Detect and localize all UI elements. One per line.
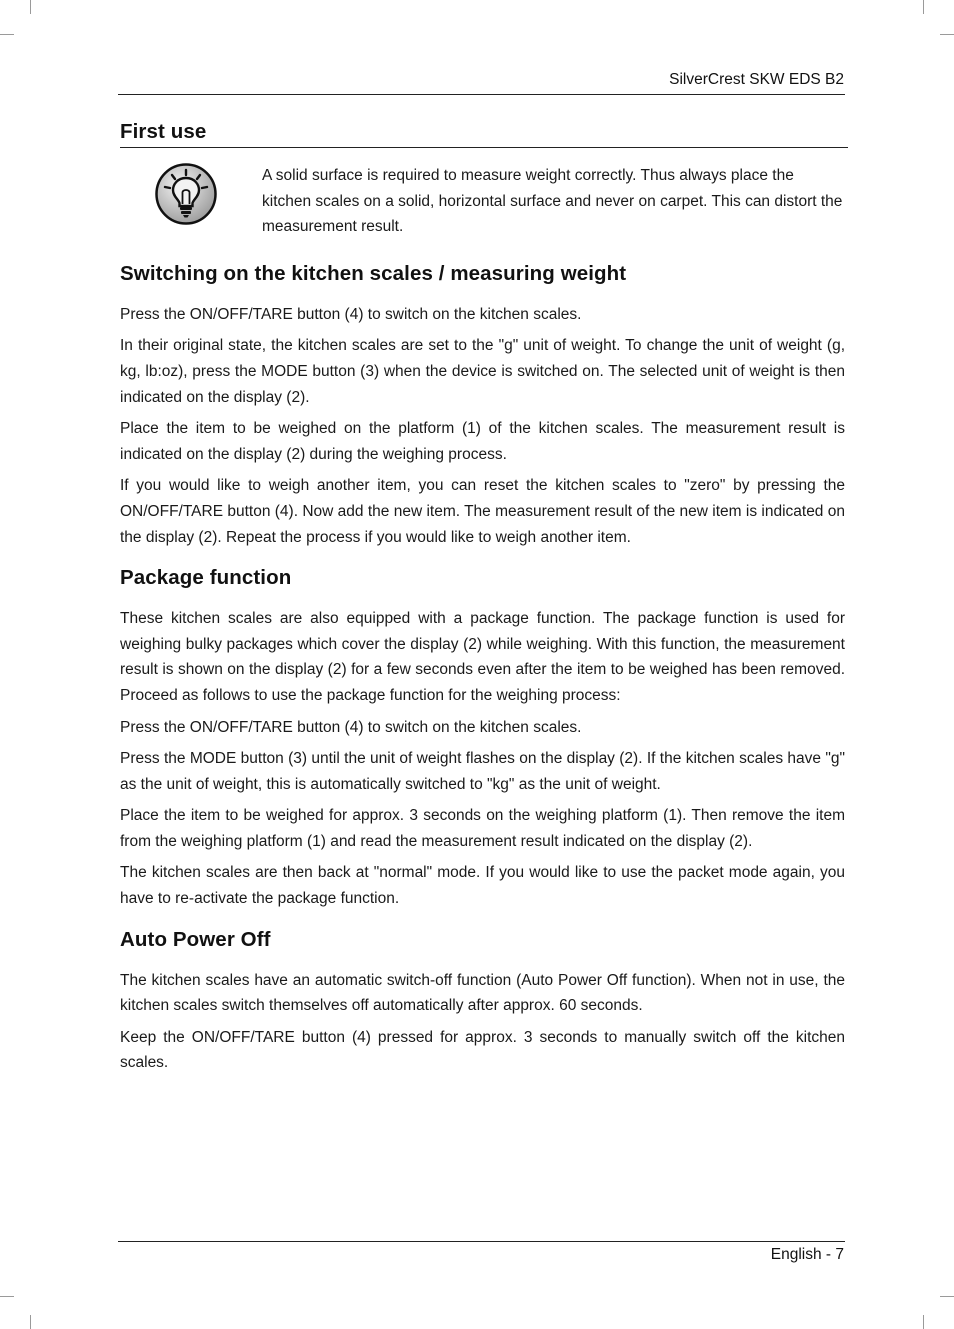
paragraph: The kitchen scales are then back at "normal" mode. If you would like to use the packet mode again, you have to re-activate the package function. xyxy=(120,864,845,908)
paragraph: These kitchen scales are also equipped with a package function. The package function is used for weighing bulky packages which cover the display (2) while weighing. With this function, the measurement result is shown on the display (2) for a few seconds even after the item to be weighed has been removed. Proceed as follows to use the package function for the weighing process: xyxy=(120,610,845,704)
section-heading-auto-power-off: Auto Power Off xyxy=(120,927,271,951)
crop-mark xyxy=(0,34,14,35)
crop-mark xyxy=(923,0,924,14)
paragraph: Place the item to be weighed on the platform (1) of the kitchen scales. The measurement result is indicated on the display (2) during the weighing process. xyxy=(120,420,845,463)
page-number: English - 7 xyxy=(770,1246,844,1263)
section-heading-switching-on: Switching on the kitchen scales / measuring weight xyxy=(120,261,627,285)
paragraph: Press the ON/OFF/TARE button (4) to switch on the kitchen scales. xyxy=(120,305,582,323)
crop-mark xyxy=(923,1315,924,1329)
page-content xyxy=(120,120,845,1082)
paragraph: Place the item to be weighed for approx. 3 seconds on the weighing platform (1). Then remove the item from the weighing platform (1) and read the measurement result indicated on the display (2). xyxy=(120,807,845,850)
paragraph: Press the ON/OFF/TARE button (4) to switch on the kitchen scales. xyxy=(120,718,582,736)
paragraph: The kitchen scales have an automatic switch-off function (Auto Power Off function). When not in use, the kitchen scales switch themselves off automatically after approx. 60 seconds. xyxy=(120,971,845,1015)
crop-mark xyxy=(940,1296,954,1297)
crop-mark xyxy=(0,1296,14,1297)
paragraph: Press the MODE button (3) until the unit of weight flashes on the display (2). If the kitchen scales have "g" as the unit of weight, this is automatically switched to "kg" as the unit of weight. xyxy=(120,750,845,793)
section-auto-power-off xyxy=(120,928,845,1076)
paragraph: Keep the ON/OFF/TARE button (4) pressed for approx. 3 seconds to manually switch off the kitchen scales. xyxy=(120,1028,845,1072)
header-divider xyxy=(118,94,845,95)
section-heading-package-function: Package function xyxy=(120,566,292,590)
section-package-function xyxy=(120,566,845,912)
page-header-title: SilverCrest SKW EDS B2 xyxy=(669,71,844,88)
note-box xyxy=(120,161,845,240)
paragraph: If you would like to weigh another item, you can reset the kitchen scales to "zero" by pressing the ON/OFF/TARE button (4). Now add the new item. The measurement result of the new item is indicated on the display (2). Repeat the process if you would like to weigh another item. xyxy=(120,477,845,546)
paragraph: In their original state, the kitchen scales are set to the "g" unit of weight. To change the unit of weight (g, kg, lb:oz), press the MODE button (3) when the device is switched on. The selected unit of weight is then indicated on the display (2). xyxy=(120,337,845,406)
note-text: A solid surface is required to measure weight correctly. Thus always place the kitchen scales on a solid, horizontal surface and never on carpet. This can distort the measurement result. xyxy=(262,167,843,236)
section-switching-on xyxy=(120,262,845,550)
crop-mark xyxy=(940,34,954,35)
footer-divider xyxy=(118,1241,845,1242)
lightbulb-icon xyxy=(155,163,217,225)
section-heading-first-use: First use xyxy=(120,120,848,148)
crop-mark xyxy=(30,1315,31,1329)
crop-mark xyxy=(30,0,31,14)
section-first-use xyxy=(120,120,845,240)
